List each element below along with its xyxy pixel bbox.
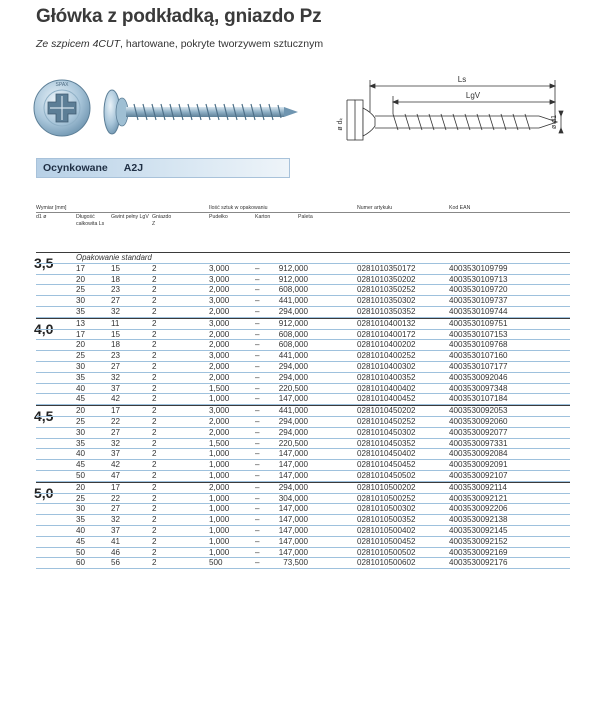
thread-cell: 47: [111, 470, 121, 480]
pallet-qty-cell: 294,000: [278, 372, 308, 382]
thread-cell: 41: [111, 536, 121, 546]
article-number-cell: 0281010500302: [357, 504, 416, 514]
diameter-label: 4,5: [34, 408, 54, 425]
drive-cell: 2: [152, 427, 157, 437]
article-number-cell: 0281010500502: [357, 547, 416, 557]
length-cell: 17: [76, 263, 86, 273]
pallet-qty-cell: 147,000: [278, 460, 308, 470]
table-row: [36, 515, 570, 526]
article-number-cell: 0281010450502: [357, 470, 416, 480]
article-number-cell: 0281010400172: [357, 329, 416, 339]
box-qty-cell: 3,000: [209, 406, 230, 416]
article-number-cell: 0281010500252: [357, 493, 416, 503]
table-row: [36, 264, 570, 275]
carton-qty-cell: –: [255, 406, 260, 416]
drive-cell: 2: [152, 361, 157, 371]
ls-dimension-label: Ls: [457, 75, 467, 84]
drive-cell: 2: [152, 449, 157, 459]
thread-cell: 32: [111, 306, 121, 316]
box-qty-cell: 2,000: [209, 329, 230, 339]
box-qty-cell: 1,000: [209, 449, 230, 459]
table-row: [36, 384, 570, 395]
table-row: [36, 548, 570, 559]
pallet-qty-cell: 294,000: [278, 482, 308, 492]
box-qty-cell: 2,000: [209, 372, 230, 382]
ean-cell: 4003530092107: [449, 470, 508, 480]
pallet-qty-cell: 73,500: [283, 558, 308, 568]
d1-dimension-label: ø d1: [551, 114, 558, 130]
drive-cell: 2: [152, 306, 157, 316]
carton-qty-cell: –: [255, 340, 260, 350]
header-ilosc: Ilość sztuk w opakowaniu: [209, 205, 268, 211]
article-number-cell: 0281010500202: [357, 482, 416, 492]
ean-cell: 4003530092091: [449, 460, 508, 470]
box-qty-cell: 1,000: [209, 515, 230, 525]
length-cell: 30: [76, 361, 86, 371]
length-cell: 30: [76, 296, 86, 306]
length-cell: 40: [76, 383, 86, 393]
finish-bar: [36, 158, 290, 178]
article-number-cell: 0281010350302: [357, 296, 416, 306]
article-number-cell: 0281010450452: [357, 460, 416, 470]
table-row: [36, 406, 570, 417]
drive-cell: 2: [152, 318, 157, 328]
ean-cell: 4003530092138: [449, 515, 508, 525]
drive-cell: 2: [152, 406, 157, 416]
thread-cell: 56: [111, 558, 121, 568]
article-number-cell: 0281010350252: [357, 285, 416, 295]
box-qty-cell: 500: [209, 558, 223, 568]
length-cell: 40: [76, 449, 86, 459]
article-number-cell: 0281010400302: [357, 361, 416, 371]
table-row: [36, 373, 570, 384]
table-row: [36, 526, 570, 537]
diameter-label: 4,0: [34, 320, 54, 337]
thread-cell: 27: [111, 427, 121, 437]
ean-cell: 4003530092152: [449, 536, 508, 546]
box-qty-cell: 2,000: [209, 361, 230, 371]
pallet-qty-cell: 912,000: [278, 318, 308, 328]
carton-qty-cell: –: [255, 547, 260, 557]
carton-qty-cell: –: [255, 306, 260, 316]
carton-qty-cell: –: [255, 460, 260, 470]
thread-cell: 17: [111, 482, 121, 492]
carton-qty-cell: –: [255, 525, 260, 535]
carton-qty-cell: –: [255, 470, 260, 480]
pallet-qty-cell: 147,000: [278, 504, 308, 514]
table-row: [36, 558, 570, 569]
ean-cell: 4003530109720: [449, 285, 508, 295]
dk-dimension-label: ø dₖ: [337, 117, 344, 131]
finish-code: A2J: [123, 162, 144, 174]
table-row: [36, 417, 570, 428]
thread-cell: 37: [111, 525, 121, 535]
thread-cell: 18: [111, 340, 121, 350]
pallet-qty-cell: 608,000: [278, 285, 308, 295]
box-qty-cell: 3,000: [209, 274, 230, 284]
article-number-cell: 0281010500352: [357, 515, 416, 525]
header-z: Gniazdo Z: [152, 214, 172, 227]
length-cell: 17: [76, 329, 86, 339]
carton-qty-cell: –: [255, 515, 260, 525]
length-cell: 60: [76, 558, 86, 568]
table-row: [36, 330, 570, 341]
box-qty-cell: 3,000: [209, 296, 230, 306]
box-qty-cell: 1,000: [209, 493, 230, 503]
thread-cell: 23: [111, 285, 121, 295]
carton-qty-cell: –: [255, 329, 260, 339]
carton-qty-cell: –: [255, 536, 260, 546]
carton-qty-cell: –: [255, 274, 260, 284]
finish-label: Ocynkowane: [43, 162, 108, 174]
article-number-cell: 0281010400352: [357, 372, 416, 382]
length-cell: 25: [76, 285, 86, 295]
article-number-cell: 0281010400202: [357, 340, 416, 350]
pallet-qty-cell: 294,000: [278, 361, 308, 371]
box-qty-cell: 3,000: [209, 263, 230, 273]
thread-cell: 27: [111, 296, 121, 306]
article-number-cell: 0281010450352: [357, 438, 416, 448]
screw-photo: [30, 74, 300, 144]
drive-cell: 2: [152, 296, 157, 306]
thread-cell: 37: [111, 449, 121, 459]
ean-cell: 4003530109737: [449, 296, 508, 306]
diameter-group: [36, 482, 570, 569]
thread-cell: 32: [111, 438, 121, 448]
carton-qty-cell: –: [255, 351, 260, 361]
article-number-cell: 0281010450202: [357, 406, 416, 416]
pallet-qty-cell: 294,000: [278, 306, 308, 316]
thread-cell: 22: [111, 493, 121, 503]
box-qty-cell: 1,500: [209, 438, 230, 448]
ean-cell: 4003530092060: [449, 416, 508, 426]
ean-cell: 4003530092169: [449, 547, 508, 557]
length-cell: 35: [76, 438, 86, 448]
box-qty-cell: 2,000: [209, 285, 230, 295]
subtitle: [36, 38, 323, 50]
drive-cell: 2: [152, 351, 157, 361]
table-row: [36, 362, 570, 373]
ean-cell: 4003530109744: [449, 306, 508, 316]
carton-qty-cell: –: [255, 438, 260, 448]
article-number-cell: 0281010450402: [357, 449, 416, 459]
diameter-group: [36, 318, 570, 405]
screw-side-view: [104, 90, 298, 134]
header-article: Numer artykułu: [357, 205, 393, 211]
carton-qty-cell: –: [255, 263, 260, 273]
ean-cell: 4003530107153: [449, 329, 508, 339]
length-cell: 20: [76, 482, 86, 492]
thread-cell: 46: [111, 547, 121, 557]
article-number-cell: 0281010400132: [357, 318, 416, 328]
table-row: [36, 307, 570, 318]
drive-cell: 2: [152, 274, 157, 284]
ean-cell: 4003530092084: [449, 449, 508, 459]
pallet-qty-cell: 441,000: [278, 406, 308, 416]
diameter-group: [36, 405, 570, 482]
article-number-cell: 0281010450252: [357, 416, 416, 426]
drive-cell: 2: [152, 372, 157, 382]
article-number-cell: 0281010500452: [357, 536, 416, 546]
box-qty-cell: 2,000: [209, 340, 230, 350]
table-row: [36, 319, 570, 330]
length-cell: 35: [76, 372, 86, 382]
pallet-qty-cell: 912,000: [278, 263, 308, 273]
carton-qty-cell: –: [255, 361, 260, 371]
header-pallet: Paleta: [298, 214, 313, 220]
box-qty-cell: 2,000: [209, 306, 230, 316]
ean-cell: 4003530109768: [449, 340, 508, 350]
table-row: [36, 504, 570, 515]
box-qty-cell: 2,000: [209, 416, 230, 426]
header-lgv: Gwint pełny LgV: [111, 214, 149, 220]
ean-cell: 4003530109799: [449, 263, 508, 273]
length-cell: 40: [76, 525, 86, 535]
box-qty-cell: 3,000: [209, 351, 230, 361]
article-number-cell: 0281010450302: [357, 427, 416, 437]
table-row: [36, 351, 570, 362]
length-cell: 45: [76, 536, 86, 546]
thread-cell: 18: [111, 274, 121, 284]
carton-qty-cell: –: [255, 285, 260, 295]
thread-cell: 42: [111, 460, 121, 470]
ean-cell: 4003530097331: [449, 438, 508, 448]
pallet-qty-cell: 147,000: [278, 470, 308, 480]
table-row: [36, 483, 570, 494]
table-row: [36, 340, 570, 351]
ean-cell: 4003530109713: [449, 274, 508, 284]
pallet-qty-cell: 220,500: [278, 383, 308, 393]
table-row: [36, 394, 570, 405]
header-rule: [36, 212, 570, 213]
ean-cell: 4003530092121: [449, 493, 508, 503]
carton-qty-cell: –: [255, 296, 260, 306]
drive-cell: 2: [152, 438, 157, 448]
thread-cell: 17: [111, 406, 121, 416]
pallet-qty-cell: 441,000: [278, 296, 308, 306]
diameter-group: [36, 252, 570, 318]
pallet-qty-cell: 294,000: [278, 427, 308, 437]
carton-qty-cell: –: [255, 504, 260, 514]
pallet-qty-cell: 220,500: [278, 438, 308, 448]
drive-cell: 2: [152, 263, 157, 273]
pallet-qty-cell: 147,000: [278, 449, 308, 459]
length-cell: 13: [76, 318, 86, 328]
ean-cell: 4003530097348: [449, 383, 508, 393]
length-cell: 25: [76, 351, 86, 361]
header-ls: Długość całkowita Ls: [76, 214, 105, 227]
ean-cell: 4003530107184: [449, 394, 508, 404]
thread-cell: 27: [111, 504, 121, 514]
box-qty-cell: 1,000: [209, 460, 230, 470]
length-cell: 25: [76, 493, 86, 503]
thread-cell: 15: [111, 263, 121, 273]
table-row: [36, 285, 570, 296]
drive-cell: 2: [152, 394, 157, 404]
thread-cell: 15: [111, 329, 121, 339]
article-number-cell: 0281010500402: [357, 525, 416, 535]
carton-qty-cell: –: [255, 482, 260, 492]
article-number-cell: 0281010350172: [357, 263, 416, 273]
article-number-cell: 0281010500602: [357, 558, 416, 568]
header-carton: Karton: [255, 214, 271, 220]
page-title: Główka z podkładką, gniazdo Pz: [36, 6, 322, 27]
drive-cell: 2: [152, 482, 157, 492]
table-row: [36, 428, 570, 439]
thread-cell: 23: [111, 351, 121, 361]
box-qty-cell: 1,000: [209, 504, 230, 514]
box-qty-cell: 1,000: [209, 394, 230, 404]
ean-cell: 4003530092176: [449, 558, 508, 568]
length-cell: 30: [76, 504, 86, 514]
pallet-qty-cell: 147,000: [278, 547, 308, 557]
drive-cell: 2: [152, 525, 157, 535]
diameter-label: 3,5: [34, 255, 54, 271]
drive-cell: 2: [152, 329, 157, 339]
article-number-cell: 0281010350202: [357, 274, 416, 284]
box-qty-cell: 2,000: [209, 427, 230, 437]
brand-mark: SPAX: [55, 82, 69, 88]
thread-cell: 32: [111, 372, 121, 382]
drive-cell: 2: [152, 515, 157, 525]
length-cell: 20: [76, 274, 86, 284]
ean-cell: 4003530092046: [449, 372, 508, 382]
drive-cell: 2: [152, 460, 157, 470]
pallet-qty-cell: 147,000: [278, 536, 308, 546]
table-row: [36, 439, 570, 450]
thread-cell: 27: [111, 361, 121, 371]
subtitle-rest: , hartowane, pokryte tworzywem sztucznym: [120, 38, 324, 50]
drive-cell: 2: [152, 285, 157, 295]
pallet-qty-cell: 294,000: [278, 416, 308, 426]
ean-cell: 4003530109751: [449, 318, 508, 328]
table-row: [36, 494, 570, 505]
table-row: [36, 460, 570, 471]
thread-cell: 37: [111, 383, 121, 393]
table-row: [36, 471, 570, 482]
carton-qty-cell: –: [255, 416, 260, 426]
box-qty-cell: 1,000: [209, 547, 230, 557]
article-number-cell: 0281010400452: [357, 394, 416, 404]
box-qty-cell: 1,500: [209, 383, 230, 393]
drive-cell: 2: [152, 383, 157, 393]
length-cell: 50: [76, 547, 86, 557]
ean-cell: 4003530107177: [449, 361, 508, 371]
product-table: [36, 252, 570, 569]
pallet-qty-cell: 147,000: [278, 515, 308, 525]
table-row: [36, 537, 570, 548]
pallet-qty-cell: 147,000: [278, 394, 308, 404]
box-qty-cell: 2,000: [209, 482, 230, 492]
pallet-qty-cell: 441,000: [278, 351, 308, 361]
length-cell: 35: [76, 515, 86, 525]
carton-qty-cell: –: [255, 493, 260, 503]
ean-cell: 4003530107160: [449, 351, 508, 361]
pallet-qty-cell: 608,000: [278, 340, 308, 350]
header-d1: d1 ø: [36, 214, 47, 220]
article-number-cell: 0281010350352: [357, 306, 416, 316]
drive-cell: 2: [152, 558, 157, 568]
length-cell: 20: [76, 406, 86, 416]
box-qty-cell: 3,000: [209, 318, 230, 328]
drive-cell: 2: [152, 536, 157, 546]
length-cell: 25: [76, 416, 86, 426]
ean-cell: 4003530092053: [449, 406, 508, 416]
box-qty-cell: 1,000: [209, 525, 230, 535]
drive-cell: 2: [152, 340, 157, 350]
ean-cell: 4003530092114: [449, 482, 507, 492]
carton-qty-cell: –: [255, 318, 260, 328]
table-row: [36, 275, 570, 286]
standard-pack-row: [36, 253, 570, 264]
table-row: [36, 296, 570, 307]
length-cell: 50: [76, 470, 86, 480]
header-box: Pudełko: [209, 214, 228, 220]
drive-cell: 2: [152, 470, 157, 480]
length-cell: 45: [76, 394, 86, 404]
subtitle-italic: Ze szpicem 4CUT: [36, 38, 121, 50]
length-cell: 30: [76, 427, 86, 437]
drive-cell: 2: [152, 493, 157, 503]
pallet-qty-cell: 304,000: [278, 493, 308, 503]
article-number-cell: 0281010400402: [357, 383, 416, 393]
drive-cell: 2: [152, 547, 157, 557]
carton-qty-cell: –: [255, 372, 260, 382]
article-number-cell: 0281010400252: [357, 351, 416, 361]
drive-cell: 2: [152, 504, 157, 514]
ean-cell: 4003530092206: [449, 504, 508, 514]
box-qty-cell: 1,000: [209, 536, 230, 546]
carton-qty-cell: –: [255, 394, 260, 404]
drive-cell: 2: [152, 416, 157, 426]
pallet-qty-cell: 608,000: [278, 329, 308, 339]
thread-cell: 11: [111, 318, 120, 328]
header-wymiar: Wymiar [mm]: [36, 205, 67, 211]
technical-drawing: [325, 72, 565, 172]
carton-qty-cell: –: [255, 383, 260, 393]
ean-cell: 4003530092145: [449, 525, 508, 535]
table-row: [36, 449, 570, 460]
diameter-label: 5,0: [34, 484, 54, 501]
header-ean: Kod EAN: [449, 205, 471, 211]
lgv-dimension-label: LgV: [465, 91, 481, 100]
carton-qty-cell: –: [255, 558, 260, 568]
length-cell: 35: [76, 306, 86, 316]
thread-cell: 42: [111, 394, 121, 404]
screw-head-front-view: [34, 80, 90, 136]
thread-cell: 32: [111, 515, 121, 525]
pallet-qty-cell: 912,000: [278, 274, 308, 284]
length-cell: 20: [76, 340, 86, 350]
carton-qty-cell: –: [255, 427, 260, 437]
box-qty-cell: 1,000: [209, 470, 230, 480]
pallet-qty-cell: 147,000: [278, 525, 308, 535]
carton-qty-cell: –: [255, 449, 260, 459]
thread-cell: 22: [111, 416, 121, 426]
standard-pack-label: Opakowanie standard: [76, 253, 152, 262]
ean-cell: 4003530092077: [449, 427, 508, 437]
length-cell: 45: [76, 460, 86, 470]
